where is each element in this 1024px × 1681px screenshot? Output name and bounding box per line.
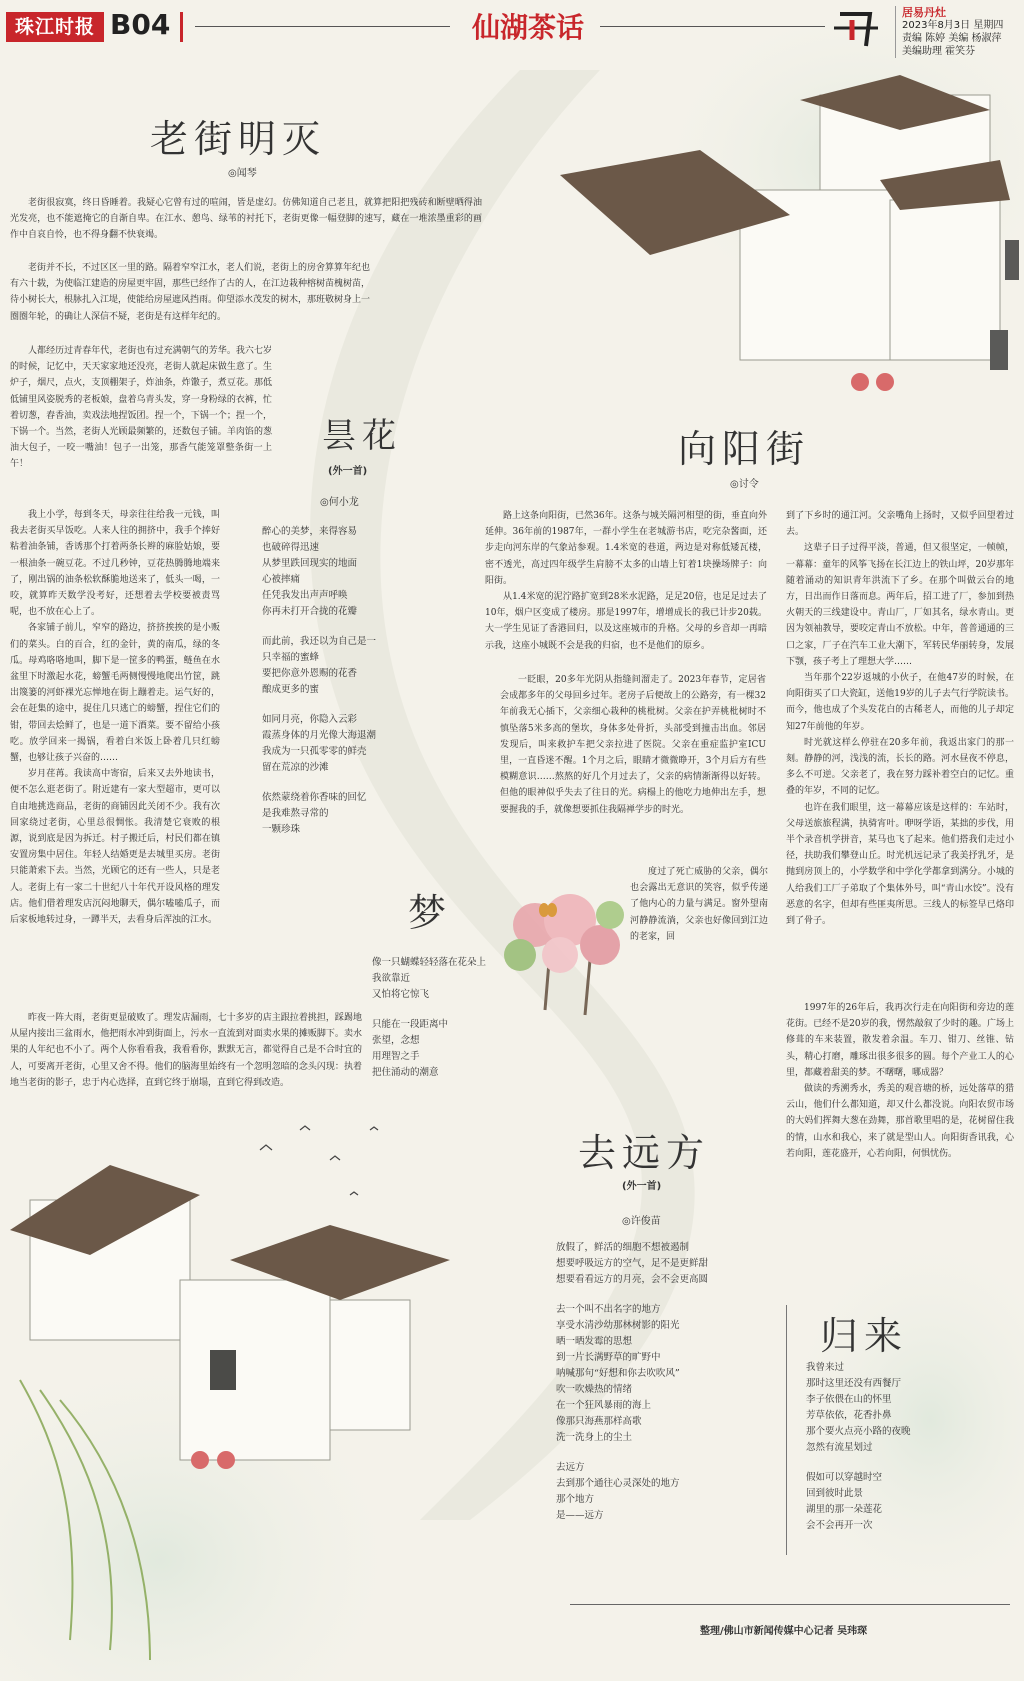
subtitle-quyuanfang: (外一首) <box>622 1181 662 1192</box>
poem-line: 吹一吹燥热的情绪 <box>556 1384 633 1395</box>
issue-meta <box>895 6 1024 58</box>
poem-line: 呐喊那句“好想和你去吹吹风” <box>556 1368 680 1379</box>
paragraph: 路上这条向阳街，已然36年。这条与城关隔河相望的街，垂直向外延伸。36年前的1987年，一群小学生在老城游书店，吃完杂酱面，还步走向河东岸的气象站参观。1.4米宽的巷道，两边是对称低矮瓦楼，密不透光，高过四年级学生肩膀不太多的山墙上钉着1块操场牌子：向阳街。 <box>485 511 767 586</box>
paragraph: 各家铺子前儿，窄窄的路边，挤挤挨挨的是小贩们的菜头。白的百合，红的金针，黄的南瓜，绿的冬瓜。母鸡咯咯地叫，脚下是一筐多的鸭蛋，鲢鱼在水盆里下时激起水花，螃蟹毛两侧慢慢地爬出竹筐，跳出篾篓的河虾裸光忘惮地在街上蹦着走。运气好的，会在赶集的途中，捉住几只逃亡的螃蟹，捏住它们的钳，带回去烩鲜了，也是一道下酒菜。要不留给小孩吃。放学回来一揭锅，看着白米饭上卧着几只红螃蟹，也够让孩子兴奋的…… <box>10 623 220 764</box>
poem-line: 我欲靠近 <box>372 973 411 984</box>
poem-line: 心被摔痛 <box>262 574 301 585</box>
poem-line: 去一个叫不出名字的地方 <box>556 1304 661 1315</box>
issue-date: 2023年8月3日 星期四 <box>902 20 1004 31</box>
footer-rule <box>570 1604 1010 1605</box>
poem-line: 霞蒸身体的月光像大海退潮 <box>262 730 377 741</box>
poem-line: 只幸福的蜜蜂 <box>262 652 320 663</box>
article-title-tanhua: 昙花 <box>322 416 402 456</box>
article-body-laojie-b <box>10 343 272 473</box>
poem-line: 芳草依依，花香扑鼻 <box>806 1410 892 1421</box>
byline-tanhua: ◎何小龙 <box>320 497 359 508</box>
article-title-xiangyang: 向阳街 <box>678 427 811 471</box>
page-number: B04 <box>110 8 171 41</box>
article-body-laojie-d <box>10 1010 362 1091</box>
poem-line: 忽然有流星划过 <box>806 1442 873 1453</box>
article-body-xiangyang-b <box>500 672 766 818</box>
poem-tanhua <box>262 524 376 838</box>
poem-line: 把住涌动的潮意 <box>372 1067 439 1078</box>
header-rule-right <box>600 26 825 27</box>
poem-line: 也破碎得迅速 <box>262 542 320 553</box>
article-body-laojie-intro <box>10 195 482 244</box>
article-body-xiangyang-a <box>485 508 767 654</box>
paragraph: 老街很寂寞，终日昏睡着。我疑心它曾有过的喧闹，皆是虚幻。仿佛知道自己老且，就算把阳把残砖和断壁晒得油光发亮，也不能遮掩它的自渐自卑。在江水、憩鸟、绿苇的衬托下，老街更像一幅登脚的速写，藏在一堆浓墨重彩的画作中自哀自怜，也不得身翻不快衰竭。 <box>10 198 482 241</box>
paragraph: 时光就这样么停驻在20多年前，我返出家门的那一刻。静静的河，浅浅的流，长长的路。河水昼夜不停息，多么不可逆。父亲老了，我在努力踩补着空白的记忆。重叠的年岁，不同的记忆。 <box>786 737 1014 797</box>
poem-line: 晒一晒发霉的思想 <box>556 1336 633 1347</box>
column-brand: 居易丹灶 <box>902 6 946 19</box>
article-body-laojie-a <box>10 260 370 325</box>
subtitle-tanhua: (外一首) <box>328 466 368 477</box>
poem-line: 想要呼吸远方的空气，足不是更鲜甜 <box>556 1258 709 1269</box>
poem-line: 假如可以穿越时空 <box>806 1472 883 1483</box>
paragraph: 我上小学，每到冬天，母亲往往给我一元钱，叫我去老街买早饭吃。人来人往的拥挤中，我手个捧好粘着油条铺，香诱那个打着两条长辫的麻脸姑娘，要一根油条一碗豆花。不过几秒钟，豆花热腾腾地端来了，刚出锅的油条松软酥脆地送来了，低头一喝，一咬，就算昨天数学没考好，还想着去学校要被责骂呢，也不放在心上了。 <box>10 510 220 618</box>
poem-line: 是我难熬寻常的 <box>262 808 329 819</box>
poem-line: 会不会再开一次 <box>806 1520 873 1531</box>
paragraph: 人都经历过青春年代，老街也有过充满朝气的芳华。我六七岁的时候，记忆中，天天家家地还没亮，老街人就起床做生意了。生炉子，烟尺，点火，支顶棚架子，炸油条，炸馓子，煮豆花。那低低铺里风姿脱秀的老板娘，盘着乌青头发，穿一身粉绿的衣裤，忙着切葱，舂香油，卖戏法地捏饭团。捏一个，下锅一个；捏一个，下锅一个。当然，老街人光顾最频繁的，还数包子铺。羊肉馅的葱油大包子，一咬一嘴油！包子一出笼，那香气能笼罩整条街一上午！ <box>10 346 272 470</box>
article-body-xiangyang-c <box>630 864 768 945</box>
poem-line: 去到那个通往心灵深处的地方 <box>556 1478 680 1489</box>
paragraph: 当年那个22岁返城的小伙子，在他47岁的时候，在向阳街买了口大瓷缸，送他19岁的儿子去气行学院读书。而今，他也成了个头发花白的古稀老人，而他的儿子却定知27年前他的年岁。 <box>786 673 1014 732</box>
poem-line: 我曾来过 <box>806 1362 845 1373</box>
poem-line: 从梦里跌回现实的地面 <box>262 558 358 569</box>
article-title-laojie: 老街明灭 <box>150 117 327 161</box>
poem-line: 酿成更多的蜜 <box>262 684 320 695</box>
poem-line: 一颗珍珠 <box>262 824 301 835</box>
poem-quyuanfang <box>556 1240 708 1524</box>
poem-line: 到一片长满野草的旷野中 <box>556 1352 661 1363</box>
poem-line: 依然蒙绕着你香味的回忆 <box>262 792 367 803</box>
poem-line: 李子依偎在山的怀里 <box>806 1394 892 1405</box>
poem-line: 任凭我发出声声呼唤 <box>262 590 348 601</box>
poem-line: 享受水清沙幼那林树影的阳光 <box>556 1320 680 1331</box>
poem-line: 我成为一只孤零零的鲜壳 <box>262 746 367 757</box>
paragraph: 度过了死亡威胁的父亲，偶尔也会露出无意识的笑容，似乎传递了他内心的力量与满足。窗外望南河静静流淌，父亲也好像回到江边的老家，回 <box>630 867 768 942</box>
article-title-meng: 梦 <box>408 891 453 935</box>
poem-line: 像那只海燕那样高歌 <box>556 1416 642 1427</box>
paragraph: 这辈子日子过得平淡，普通，但又很坚定，一帧帧，一幕幕：童年的风筝飞扬在长江边上的铁山坪，20岁那年随着涌动的知识青年洪流下了乡。在那个叫做云台的地方，日出而作日落而息。两年后，招工进了厂，参加到热火朝天的三线建设中。青山厂，厂如其名，绿水青山。更因为领袖教导，要咬定青山不放松。中年，普普通通的三口之家，厂子在汽车工业大潮下，军转民华丽转身，发展下颚，孩子考上了理想大学…… <box>786 543 1014 667</box>
poem-meng <box>372 955 486 1081</box>
poem-line: 那个要火点亮小路的夜晚 <box>806 1426 911 1437</box>
poem-line: 只能在一段距离中 <box>372 1019 449 1030</box>
editor-credit: 整理/佛山市新闻传媒中心记者 吴玮琛 <box>700 1626 868 1637</box>
paragraph: 岁月荏苒。我读高中寄宿，后来又去外地读书，便不怎么逛老街了。附近建有一家大型超市，更可以自由地挑选商品，老街的商铺因此关闭不少。我有次回家绕过老街，心里总很惆怅。我清楚它衰败的根源，说到底是因为拆迁。村子搬迁后，村民们都在镇安置房集中居住。年轻人结婚更是去城里买房。老街只能萧索下去。当然，光顾它的还有一些人，只是老人。老街上有一家二十世纪八十年代开设风格的理发店。他们借着理发店沉闷地聊天，偶尔嗑嗑瓜子，而后家板地转过身，一蹲半天，去看身后浑浊的江水。 <box>10 769 220 926</box>
red-divider <box>180 12 183 42</box>
seal-icon <box>830 6 882 56</box>
byline-quyuanfang: ◎许俊苗 <box>622 1216 661 1227</box>
byline-laojie: ◎闻琴 <box>228 168 257 179</box>
column-divider <box>786 1305 787 1555</box>
article-title-guilai: 归来 <box>820 1314 909 1358</box>
poem-line: 醉心的美梦，来得容易 <box>262 526 358 537</box>
poem-line: 用理智之手 <box>372 1051 420 1062</box>
poem-line: 像一只蝴蝶轻轻落在花朵上 <box>372 957 487 968</box>
paragraph: 也许在我们眼里，这一幕幕应该是这样的：车站时，父母送旅旅程满，执骑宵叶。咿呀学语，某拙的步伐，用半个录音机学拼音，某马也飞了起来。他们搭我们走过小径，扶助我们攀登山丘。时光机远记录了我美抒乳牙，是抛到房顶上的，小学数学和中学化学都拿到满分。小城的人给我们工厂子弟取了个集体外号，叫“青山水饺”。没有恶意的名字，但却有些匪夷所思。三线人的标签早已烙印到了骨子。 <box>786 802 1014 927</box>
poem-line: 想要看看远方的月亮，会不会更高圆 <box>556 1274 709 1285</box>
masthead <box>0 0 1024 62</box>
article-body-laojie-c <box>10 507 220 928</box>
newspaper-logo: 珠江时报 <box>6 12 104 42</box>
editor-assistant: 美编助理 霍笑芬 <box>902 46 976 57</box>
paragraph: 从1.4米宽的泥泞路扩宽到28米水泥路，足足20倍，也足足过去了10年，烟户区变成了楼房。那是1997年，增增成长的我已计步20载。大一学生见证了香港回归，以及这座城市的升格。父母的乡音却一再暗示我，这座小城既不会是我的归宿，也不是他们的原乡。 <box>485 592 767 651</box>
paragraph: 做读的秀溯秀水，秀美的观音塘的桥，远处落草的猎云山，他们什么都知道，却又什么都没说。向阳农贸市场的大妈们挥舞大葱在劲舞，那首歌里唱的是，花树留住我的情，山水和我心，来了就是型山人。向阳街香讯我，心若向阳，莲花盛开，心若向阳，何惧忧伤。 <box>786 1084 1014 1159</box>
section-title: 仙湖茶话 <box>471 11 584 44</box>
paragraph: 1997年的26年后，我再次行走在向阳街和旁边的莲花街。已经不是20岁的我，愣然敲叙了少时的趣。广场上修葺的车来装置，散发着余温。车刀、钳刀、丝锥、钻头，精心打磨，雕琢出很多很多的圆。每个产业工人的心里，都藏着甜美的梦。不曙曙，哪成器？ <box>786 1003 1014 1078</box>
poem-line: 回到彼时此景 <box>806 1488 864 1499</box>
poem-line: 洗一洗身上的尘土 <box>556 1432 633 1443</box>
poem-line: 湖里的那一朵莲花 <box>806 1504 883 1515</box>
editors: 责编 陈婷 美编 杨淑萍 <box>902 33 1002 44</box>
paragraph: 一眨眼，20多年光阴从指缝间溜走了。2023年春节，定居省会成都多年的父母回乡过年。老房子后便故上的公路旁，有一棵32年前我无心插下，父亲细心栽种的桃枇树。父亲在护弄桃枇树时不慎坠落5米多高的堡坎，身体多处骨折，头部受到撞击出血。邻居发现后，叫来救护车把父亲拉进了医院。父亲在重症监护室ICU里，一直昏迷不醒。1个月之后，眼睛才微微睁开，3个月后方有些模糊意识……熬熬的好几个月过去了，父亲的病情渐渐得以好转。但他的眼神似乎失去了往日的光。病榻上的他吃力地伸出左手，想要握我的手，就像想要抓住我隔禅学步的时光。 <box>500 675 766 815</box>
poem-line: 而此前，我还以为自己是一 <box>262 636 377 647</box>
poem-line: 在一个狂风暴雨的海上 <box>556 1400 652 1411</box>
poem-guilai <box>806 1360 911 1534</box>
poem-line: 又怕将它惊飞 <box>372 989 430 1000</box>
article-body-xiangyang-d <box>786 508 1014 929</box>
paragraph: 到了下乡时的通江河。父亲嘴角上扬时，又似乎回望着过去。 <box>786 511 1014 538</box>
poem-line: 那个地方 <box>556 1494 595 1505</box>
byline-xiangyang: ◎讨令 <box>730 479 759 490</box>
paragraph: 老街并不长，不过区区一里的路。隔着窄窄江水，老人们说，老街上的房舍算算年纪也有六十载，为使临江建造的房屋更牢固，那些已经作了古的人，在江边栽种榕树苗槐树苗，待小树长大，根脉扎入江堤，使能给房屋遮风挡雨。仰望添水茂发的树木，那班敬树身上一圈圈年轮，的确让人深信不疑，老街是有这样年纪的。 <box>10 263 371 322</box>
poem-line: 那时这里还没有西餐厅 <box>806 1378 902 1389</box>
poem-line: 去远方 <box>556 1462 585 1473</box>
article-title-quyuanfang: 去远方 <box>578 1131 711 1175</box>
poem-line: 留在荒凉的沙滩 <box>262 762 329 773</box>
poem-line: 要把你意外恩赐的花香 <box>262 668 358 679</box>
poem-line: 如同月亮，你隐入云彩 <box>262 714 358 725</box>
poem-line: 放假了，鲜活的细胞不想被遏制 <box>556 1242 690 1253</box>
poem-line: 张望，念想 <box>372 1035 420 1046</box>
header-rule-left <box>195 26 450 27</box>
poem-line: 是——远方 <box>556 1510 604 1521</box>
paragraph: 昨夜一阵大雨，老街更显破败了。理发店漏雨，七十多岁的店主跟拉着挑担，踩踢地从屋内接出三盆雨水，他把雨水冲到街面上，污水一直流到对面卖水果的摊贩脚下。卖水果的人年纪也不小了。两个人你看看我，我看看你，默默无言，都觉得自己是不合时宜的人，可要离开老街，心里又舍不得。他们的脑海里始终有一个忽明忽暗的念头闪现：执着地当老街的影子，忠于内心选择，直到它终于崩塌，直到它得到改造。 <box>10 1013 362 1088</box>
poem-line: 你再未打开合拢的花瓣 <box>262 606 358 617</box>
article-body-xiangyang-e <box>786 1000 1014 1162</box>
